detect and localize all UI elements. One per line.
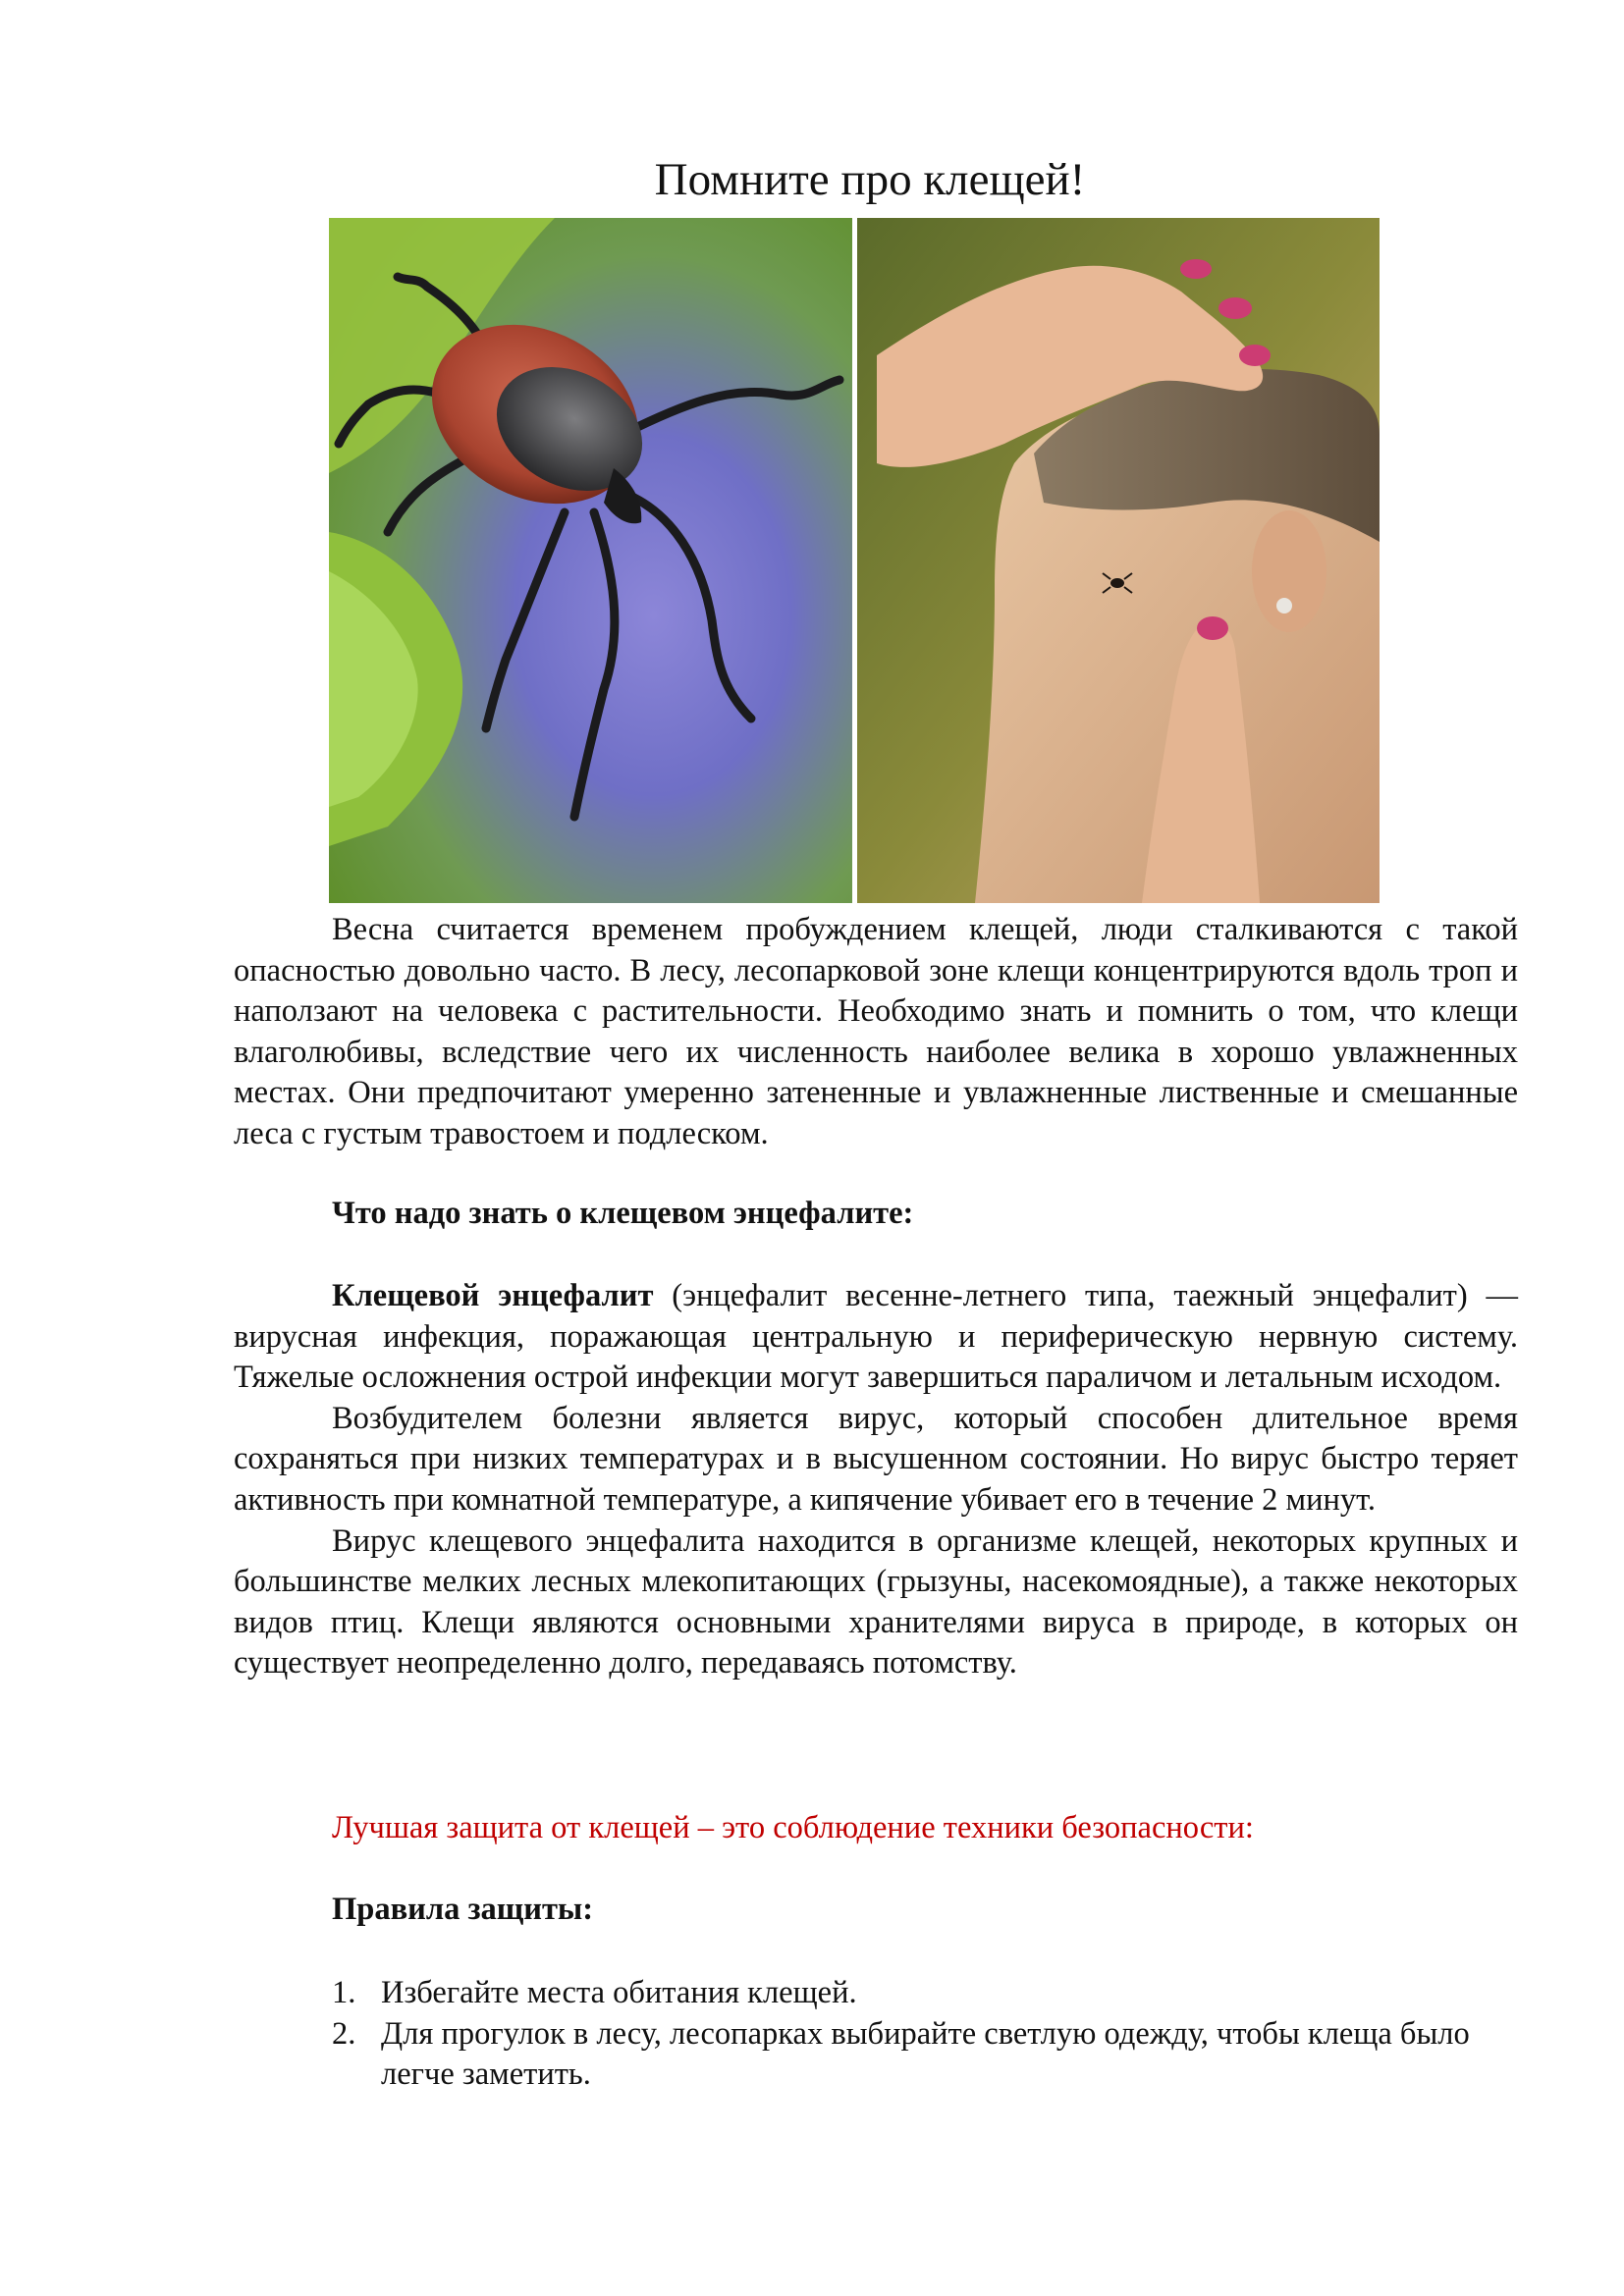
intro-section bbox=[234, 910, 1518, 1155]
tick-closeup-photo bbox=[329, 218, 852, 903]
encephalitis-term: Клещевой энцефалит bbox=[332, 1278, 654, 1313]
tick-on-neck-photo bbox=[857, 218, 1380, 903]
protection-note-block bbox=[234, 1808, 1518, 1849]
encephalitis-definition bbox=[234, 1276, 1518, 1399]
rule-number: 2. bbox=[332, 2015, 356, 2052]
encephalitis-heading: Что надо знать о клещевом энцефалите: bbox=[332, 1196, 914, 1231]
rule-number: 1. bbox=[332, 1975, 356, 2010]
encephalitis-section bbox=[234, 1276, 1518, 1684]
rules-heading: Правила защиты: bbox=[332, 1892, 594, 1927]
rule-text: Избегайте места обитания клещей. bbox=[381, 1975, 857, 2010]
rule-item bbox=[234, 1973, 1518, 2014]
rules-list bbox=[234, 1973, 1518, 2096]
rule-text: Для прогулок в лесу, лесопарках выбирайте светлую одежду, чтобы клеща было легче заметить. bbox=[381, 2015, 1470, 2093]
intro-paragraph: Весна считается временем пробуждением клещей, люди сталкиваются с такой опасностью довольно часто. В лесу, лесопарковой зоне клещи концентрируются вдоль троп и наползают на человека с растительности. Необходимо знать и помнить о том, что клещи влаголюбивы, вследствие чего их численность наиболее велика в хорошо увлажненных местах. Они предпочитают умеренно затененные и увлажненные лиственные и смешанные леса с густым травостоем и подлеском. bbox=[234, 912, 1518, 1151]
photo-collage bbox=[329, 218, 1380, 903]
pathogen-paragraph: Возбудителем болезни является вирус, который способен длительное время сохраняться при низких температурах и в высушенном состоянии. Но вирус быстро теряет активность при комнатной температуре, а кипячение убивает его в течение 2 минут. bbox=[234, 1400, 1518, 1518]
encephalitis-heading-block bbox=[234, 1194, 1518, 1235]
encephalitis-definition-text: (энцефалит весенне-летнего типа, таежный энцефалит) — вирусная инфекция, поражающая центральную и периферическую нервную систему. Тяжелые осложнения острой инфекции могут завершиться параличом и летальным исходом. bbox=[234, 1278, 1519, 1396]
rule-item bbox=[234, 2014, 1518, 2096]
protection-note: Лучшая защита от клещей – это соблюдение техники безопасности: bbox=[332, 1810, 1254, 1845]
page-title: Помните про клещей! bbox=[654, 154, 1086, 205]
rules-heading-block bbox=[234, 1890, 1518, 1931]
virus-carriers-paragraph: Вирус клещевого энцефалита находится в организме клещей, некоторых крупных и большинстве мелких лесных млекопитающих (грызуны, насекомоядные), а также некоторых видов птиц. Клещи являются основными хранителями вируса в природе, в которых он существует неопределенно долго, передаваясь потомству. bbox=[234, 1522, 1518, 1682]
rules-list-block bbox=[234, 1973, 1518, 2096]
